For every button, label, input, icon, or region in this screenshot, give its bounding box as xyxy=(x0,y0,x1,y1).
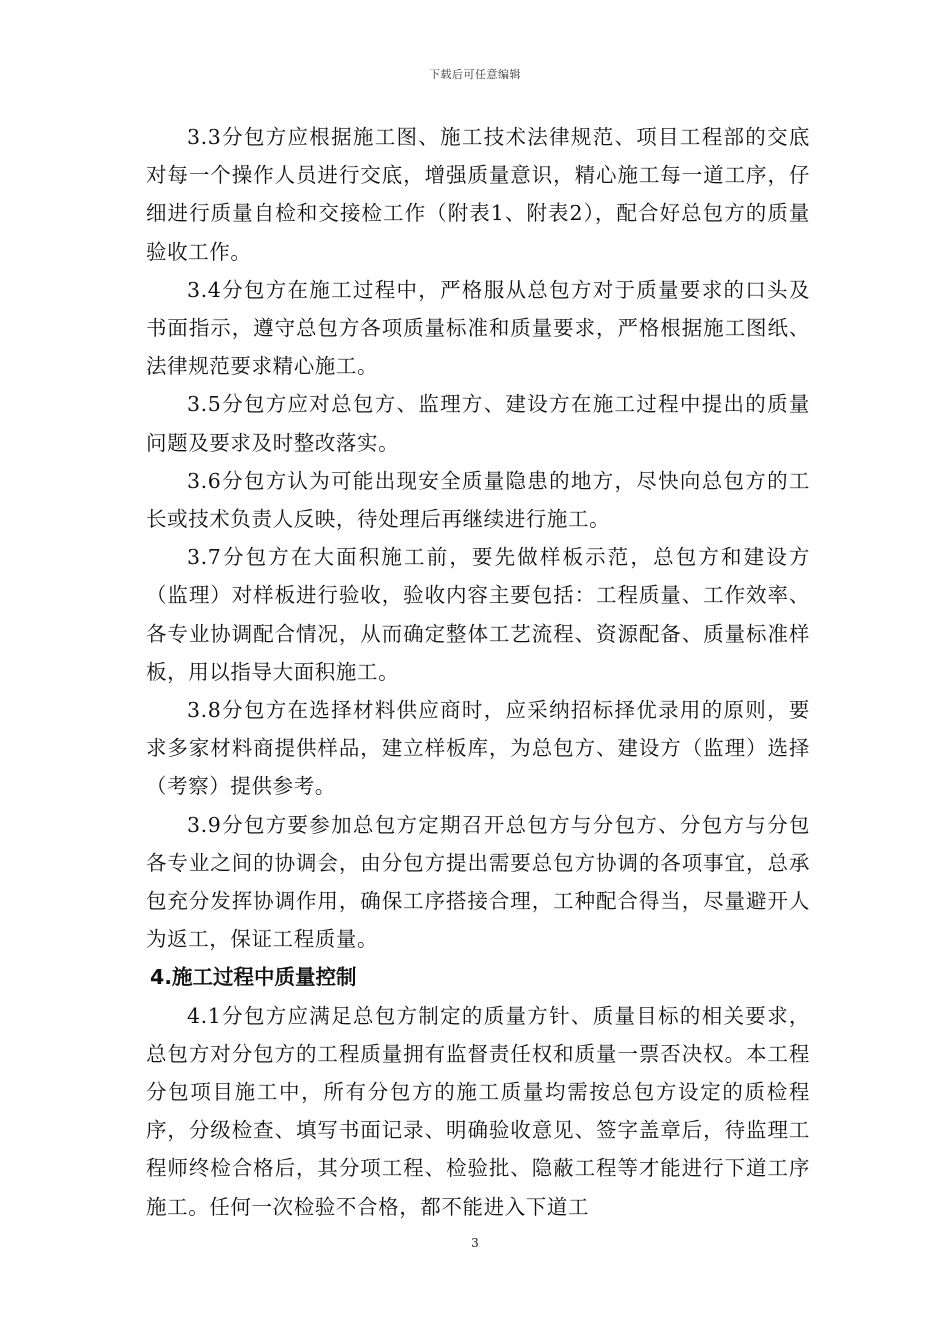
paragraph-3-7: 3.7分包方在大面积施工前，要先做样板示范，总包方和建设方（监理）对样板进行验收，验收内容主要包括：工程质量、工作效率、各专业协调配合情况，从而确定整体工艺流程、资源配备、质量标准样板，用以指导大面积施工。 xyxy=(146,545,810,684)
document-body xyxy=(146,118,810,1226)
section-4-heading: 4.施工过程中质量控制 xyxy=(150,965,357,990)
page-header: 下载后可任意编辑 xyxy=(429,68,521,81)
paragraph-3-3: 3.3分包方应根据施工图、施工技术法律规范、项目工程部的交底对每一个操作人员进行交底，增强质量意识，精心施工每一道工序，仔细进行质量自检和交接检工作（附表1、附表2），配合好总包方的质量验收工作。 xyxy=(146,125,810,264)
paragraph-3-6: 3.6分包方认为可能出现安全质量隐患的地方，尽快向总包方的工长或技术负责人反映，待处理后再继续进行施工。 xyxy=(146,468,810,532)
paragraph-3-8: 3.8分包方在选择材料供应商时，应采纳招标择优录用的原则，要求多家材料商提供样品，建立样板库，为总包方、建设方（监理）选择（考察）提供参考。 xyxy=(146,698,810,799)
page-number: 3 xyxy=(471,1236,479,1250)
paragraph-3-9: 3.9分包方要参加总包方定期召开总包方与分包方、分包方与分包各专业之间的协调会，由分包方提出需要总包方协调的各项事宜，总承包充分发挥协调作用，确保工序搭接合理，工种配合得当，尽量避开人为返工，保证工程质量。 xyxy=(146,812,810,952)
paragraph-4-1: 4.1分包方应满足总包方制定的质量方针、质量目标的相关要求，总包方对分包方的工程质量拥有监督责任权和质量一票否决权。本工程分包项目施工中，所有分包方的施工质量均需按总包方设定的质检程序，分级检查、填写书面记录、明确验收意见、签字盖章后，待监理工程师终检合格后，其分项工程、检验批、隐蔽工程等才能进行下道工序施工。任何一次检验不合格，都不能进入下道工 xyxy=(146,1003,810,1219)
paragraph-3-4: 3.4分包方在施工过程中，严格服从总包方对于质量要求的口头及书面指示，遵守总包方各项质量标准和质量要求，严格根据施工图纸、法律规范要求精心施工。 xyxy=(146,277,810,379)
paragraph-3-5: 3.5分包方应对总包方、监理方、建设方在施工过程中提出的质量问题及要求及时整改落实。 xyxy=(146,392,810,455)
